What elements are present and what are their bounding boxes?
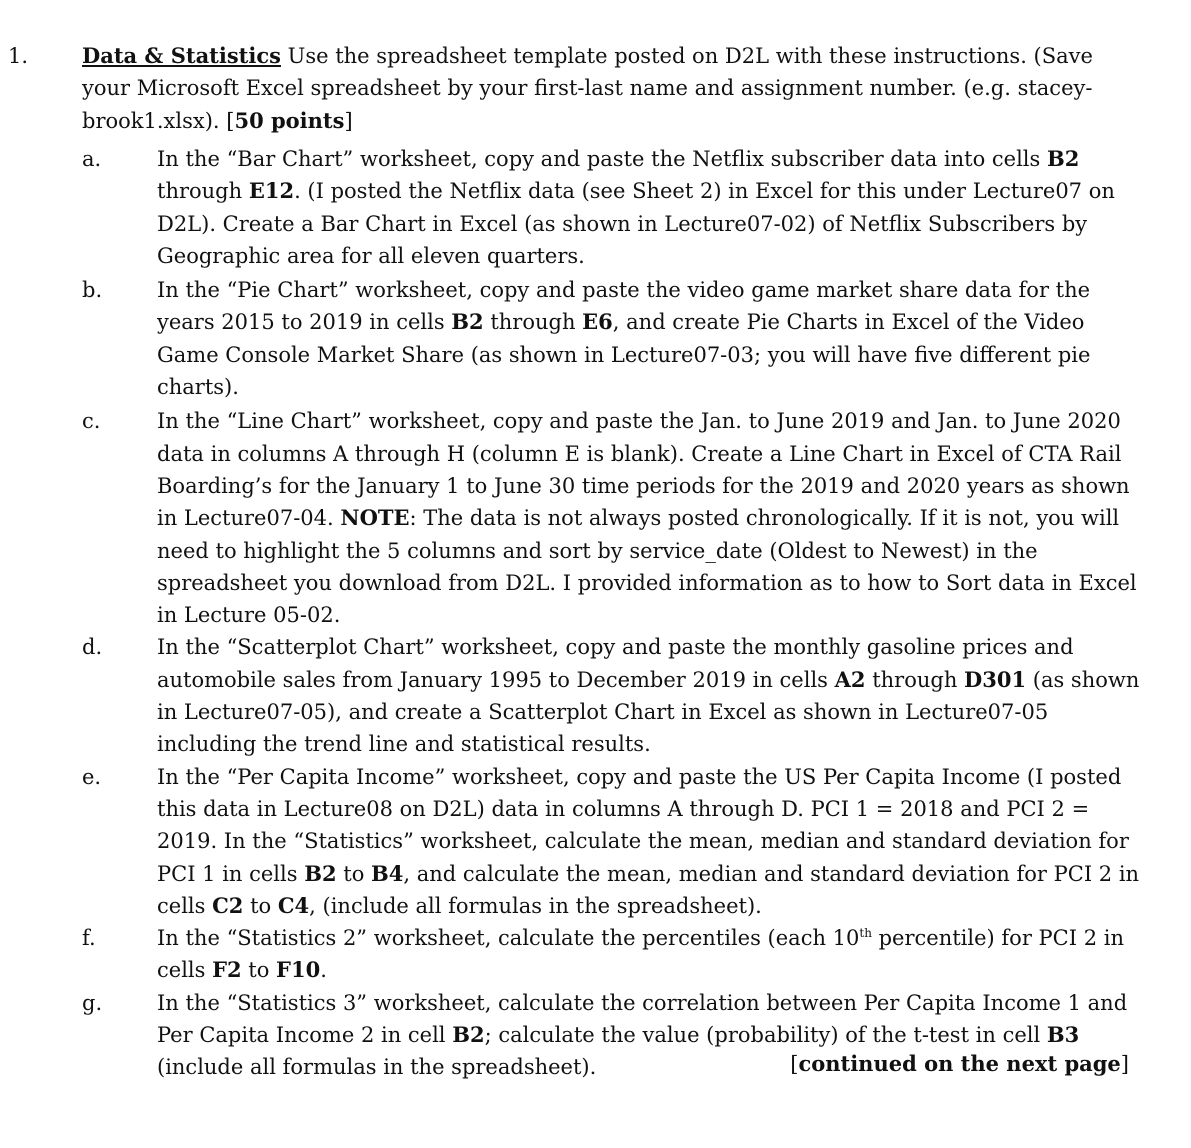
text-run: In the “Bar Chart” worksheet, copy and paste the Netflix subscriber data into cells [157,147,1047,171]
cell-ref: F2 [212,957,242,983]
bracket-close: ] [1120,1052,1129,1076]
continued-text: continued on the next page [798,1051,1121,1076]
text-run: through [157,179,249,204]
text-run: to [243,893,278,918]
intro-text-end: ] [344,108,353,133]
text-run: percentile) for PCI 2 in cells [157,926,1124,983]
item-text [157,405,1142,631]
cell-ref: A2 [834,666,866,692]
text-run: through [865,667,965,692]
text-run: In the “Scatterplot Chart” worksheet, copy and paste the monthly gasoline prices and automobile sales from January 1995 to December 2019 in cells [157,635,1074,692]
cell-ref: C2 [212,892,244,918]
list-item-f [82,922,1142,987]
item-label: a. [82,147,102,171]
cell-ref: F10 [276,957,321,983]
continued-note [790,1048,1129,1080]
text-run: , and create Pie Charts in Excel of the Video Game Console Market Share (as shown in Lecture07-03; you will have five different pie charts). [157,310,1091,400]
bracket-open: [ [790,1052,799,1076]
list-item-d [82,631,1142,760]
cell-ref: B2 [451,309,484,335]
ordinal-suffix: th [859,926,872,941]
text-run: , (include all formulas in the spreadsheet). [309,893,762,918]
item-list [82,143,1142,1084]
text-run: In the “Statistics 3” worksheet, calculate the correlation between Per Capita Income 1 and Per Capita Income 2 in cell [157,990,1128,1048]
text-run: . (I posted the Netflix data (see Sheet 2) in Excel for this under Lecture07 on D2L). Create a Bar Chart in Excel (as shown in Lecture07-02) of Netflix Subscribers by Geographic area for all eleven quarters. [157,179,1115,268]
item-label: f. [82,926,96,951]
intro-text: Use the spreadsheet template posted on D2L with these instructions. (Save your Microsoft Excel spreadsheet by your first-last name and assignment number. (e.g. stacey-brook1.xlsx). [ [82,44,1093,133]
question-intro [82,40,1137,137]
cell-ref: C4 [277,892,310,918]
item-text [157,761,1142,922]
item-text [157,143,1142,272]
text-run: through [483,310,583,335]
text-run: : The data is not always posted chronologically. If it is not, you will need to highlight the 5 columns and sort by service_date (Oldest to Newest) in the spreadsheet you download from D2L. I provided information as to how to Sort data in Excel in Lecture 05-02. [157,506,1137,628]
cell-ref: B2 [1046,146,1080,171]
cell-ref: D301 [964,666,1027,692]
text-run: In the “Pie Chart” worksheet, copy and paste the video game market share data for the years 2015 to 2019 in cells [157,278,1091,335]
text-run: ; calculate the value (probability) of the t-test in cell [484,1023,1047,1048]
text-run: to [241,958,277,983]
cell-ref: B2 [452,1022,485,1048]
list-item-c [82,405,1142,631]
text-run: (include all formulas in the spreadsheet). [157,1055,597,1080]
cell-ref: B4 [371,860,404,886]
text-run: . [320,958,327,983]
cell-ref: B2 [304,860,337,886]
item-label: d. [82,635,103,660]
text-run: (as shown in Lecture07-05), and create a Scatterplot Chart in Excel as shown in Lecture07-05 including the trend line and statistical results. [157,667,1140,757]
list-item-e [82,761,1142,922]
cell-ref: E6 [582,309,613,335]
question-title: Data & Statistics [82,43,281,68]
cell-ref: B3 [1046,1022,1080,1048]
text-run: , and calculate the mean, median and standard deviation for PCI 2 in cells [157,861,1140,918]
list-item-b [82,274,1142,403]
points-value: 50 points [234,107,345,133]
item-label: g. [82,990,103,1015]
question-number: 1. [8,44,29,68]
text-run: In the “Statistics 2” worksheet, calculate the percentiles (each 10 [157,926,860,951]
item-text [157,631,1142,760]
text-run: In the “Line Chart” worksheet, copy and paste the Jan. to June 2019 and Jan. to June 2020 data in columns A through H (column E is blank). Create a Line Chart in Excel of CTA Rail Boarding’s for the January 1 to June 30 time periods for the 2019 and 2020 years as shown in Lecture07-04. [157,409,1130,531]
item-text [157,922,1142,987]
cell-ref: E12 [248,178,295,204]
list-item-a [82,143,1142,272]
text-run: In the “Per Capita Income” worksheet, copy and paste the US Per Capita Income (I posted this data in Lecture08 on D2L) data in columns A through D. PCI 1 = 2018 and PCI 2 = 2019. In the “Statistics” worksheet, calculate the mean, median and standard deviation for PCI 1 in cells [157,764,1129,886]
item-label: e. [82,764,102,789]
item-label: b. [82,278,103,303]
note-label: NOTE [340,505,410,531]
item-text [157,274,1142,403]
text-run: to [336,861,372,886]
item-label: c. [82,409,101,434]
